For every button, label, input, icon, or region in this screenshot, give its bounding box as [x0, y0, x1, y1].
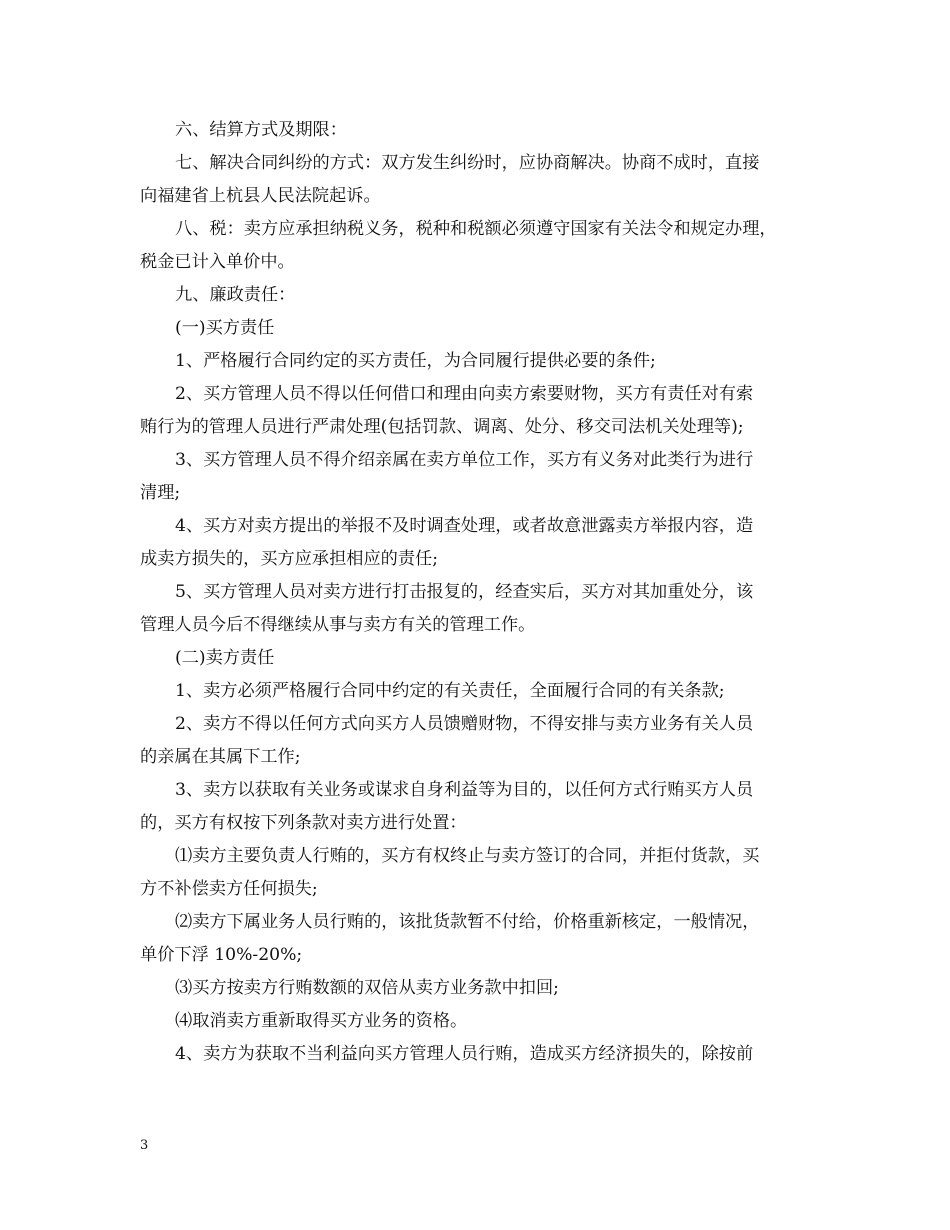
- text-line: 1、严格履行合同约定的买方责任，为合同履行提供必要的条件;: [175, 351, 656, 371]
- text-line: ⑵卖方下属业务人员行贿的，该批货款暂不付给，价格重新核定，一般情况，: [175, 912, 760, 932]
- text-line: 4、卖方为获取不当利益向买方管理人员行贿，造成买方经济损失的，除按前: [175, 1044, 754, 1064]
- text-line: 清理;: [140, 483, 181, 503]
- text-line: 成卖方损失的，买方应承担相应的责任;: [140, 549, 438, 569]
- page-number: 3: [140, 1138, 149, 1153]
- text-line: 税金已计入单价中。: [140, 252, 295, 272]
- text-line: 3、买方管理人员不得介绍亲属在卖方单位工作，买方有义务对此类行为进行: [175, 450, 754, 470]
- text-line: 1、卖方必须严格履行合同中约定的有关责任，全面履行合同的有关条款;: [175, 681, 725, 701]
- text-line: 2、买方管理人员不得以任何借口和理由向卖方索要财物，买方有责任对有索: [175, 384, 754, 404]
- text-line: 八、税：卖方应承担纳税义务，税种和税额必须遵守国家有关法令和规定办理，: [175, 219, 777, 239]
- text-line: 3、卖方以获取有关业务或谋求自身利益等为目的，以任何方式行贿买方人员: [175, 780, 754, 800]
- text-line: 的亲属在其属下工作;: [140, 747, 301, 767]
- text-line: ⑷取消卖方重新取得买方业务的资格。: [175, 1011, 468, 1031]
- text-line: 贿行为的管理人员进行严肃处理(包括罚款、调离、处分、移交司法机关处理等);: [140, 417, 744, 437]
- text-line: 5、买方管理人员对卖方进行打击报复的，经查实后，买方对其加重处分，该: [175, 582, 754, 602]
- text-line: 的，买方有权按下列条款对卖方进行处置：: [140, 813, 467, 833]
- text-line: 九、廉政责任：: [175, 285, 296, 305]
- text-line: 向福建省上杭县人民法院起诉。: [140, 186, 381, 206]
- text-line: 管理人员今后不得继续从事与卖方有关的管理工作。: [140, 615, 536, 635]
- text-line: 单价下浮 10%-20%;: [140, 945, 303, 965]
- text-line: ⑶买方按卖方行贿数额的双倍从卖方业务款中扣回;: [175, 978, 559, 998]
- text-line: 七、解决合同纠纷的方式：双方发生纠纷时，应协商解决。协商不成时，直接: [175, 153, 760, 173]
- text-line: (一)买方责任: [175, 318, 275, 338]
- text-line: 六、结算方式及期限：: [175, 120, 347, 140]
- text-line: 方不补偿卖方任何损失;: [140, 879, 318, 899]
- text-line: 2、卖方不得以任何方式向买方人员馈赠财物，不得安排与卖方业务有关人员: [175, 714, 754, 734]
- document-body: [140, 114, 815, 1071]
- text-line: (二)卖方责任: [175, 648, 275, 668]
- text-line: ⑴卖方主要负责人行贿的，买方有权终止与卖方签订的合同，并拒付货款，买: [175, 846, 760, 866]
- text-line: 4、买方对卖方提出的举报不及时调查处理，或者故意泄露卖方举报内容，造: [175, 516, 754, 536]
